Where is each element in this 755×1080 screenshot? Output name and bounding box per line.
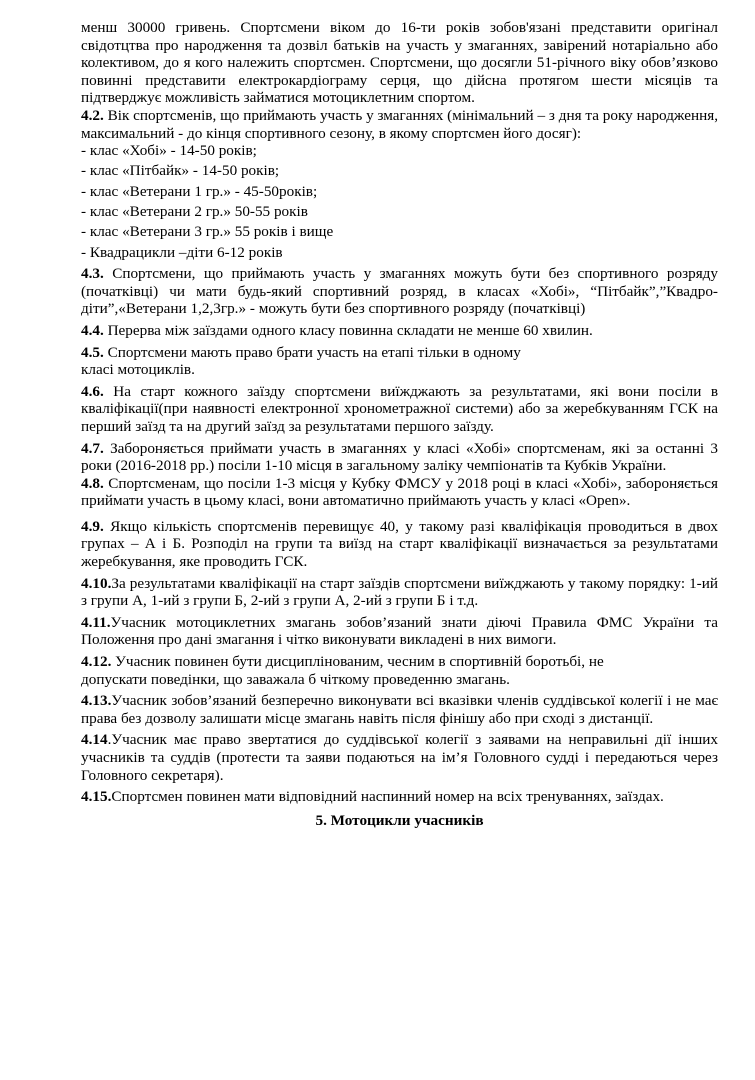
clause-number: 4.9. xyxy=(81,517,104,535)
clause-4-14 xyxy=(81,731,718,784)
clause-4-15 xyxy=(81,788,718,806)
clause-text: класі мотоциклів. xyxy=(81,361,195,379)
clause-4-10 xyxy=(81,575,718,610)
clause-4-5 xyxy=(81,344,718,379)
clause-4-4 xyxy=(81,322,718,340)
clause-text: Спортсмени мають право брати участь на етапі тільки в одному xyxy=(103,343,521,361)
clause-number: 4.5. xyxy=(81,343,104,361)
clause-4-11 xyxy=(81,614,718,649)
clause-text: Спортсменам, що посіли 1-3 місця у Кубку ФМСУ у 2018 році в класі «Хобі», забороняється приймати участь в цьому класі, вони автоматично приймають участь у класі «Open». xyxy=(81,474,718,510)
clause-text: Якщо кількість спортсменів перевищує 40, у такому разі кваліфікація проводиться в двох групах – А і Б. Розподіл на групи та виїзд на старт кваліфікації визначається за результатами жеребкування, яке проводить ГСК. xyxy=(81,517,718,571)
clause-text: На старт кожного заїзду спортсмени виїжджають за результатами, які вони посіли в кваліфікації(при наявності електронної хронометражної системи) або за жеребкуванням ГСК на перший заїзд та на другий заїзд за результатами першого заїзду. xyxy=(81,382,718,435)
clause-text: За результатами кваліфікації на старт заїздів спортсмени виїжджають у такому порядку: 1-ий з групи А, 1-ий з групи Б, 2-ий з групи А, 2-ий з групи Б і т.д. xyxy=(81,574,718,610)
list-item: - клас «Хобі» - 14-50 років; xyxy=(81,142,257,160)
clause-text: Спортсмен повинен мати відповідний наспинний номер на всіх тренуваннях, заїздах. xyxy=(111,788,664,806)
clause-number: 4.14 xyxy=(81,731,108,749)
clause-text: Вік спортсменів, що приймають участь у змаганнях (мінімальний – з дня та року народження, максимальний - до кінця спортивного сезону, в якому спортсмен його досяг): xyxy=(81,106,718,142)
clause-4-8 xyxy=(81,475,718,510)
clause-text: допускати поведінки, що заважала б чіткому проведенню змагань. xyxy=(81,670,510,688)
clause-number: 4.3. xyxy=(81,265,104,283)
intro-paragraph: менш 30000 гривень. Спортсмени віком до 16-ти років зобов'язані представити оригінал свідотцтва про народження та дозвіл батьків на участь у змаганнях, завірений нотаріально або колективом, до я кого належить спортсмен. Спортсмени, що досягли 51-річного віку обов’язково повинні представити електрокардіограму серця, що дійсна протягом шести місяців та підтверджує можливість займатися мотоциклетним спортом. xyxy=(81,19,718,107)
list-item: - клас «Ветерани 1 гр.» - 45-50років; xyxy=(81,182,318,200)
clause-text: .Учасник має право звертатися до суддівської колегії з заявами на неправильні дії інших учасників та суддів (протести та заяви подаються на ім’я Головного судді і передаються через Головного секретаря). xyxy=(81,731,718,784)
clause-text: Учасник повинен бути дисциплінованим, чесним в спортивній боротьбі, не xyxy=(111,653,604,671)
clause-text: Спортсмени, що приймають участь у змаганнях можуть бути без спортивного розряду (початківці) чи мати будь-який спортивний розряд, в класах «Хобі», “Пітбайк”,”Квадро-діти”,«Ветерани 1,2,3гр.» - можуть бути без спортивного розряду (початківці) xyxy=(81,265,718,318)
clause-number: 4.11. xyxy=(81,613,111,631)
clause-number: 4.15. xyxy=(81,788,112,806)
clause-4-3 xyxy=(81,265,718,318)
section-5-heading: 5. Мотоцикли учасників xyxy=(315,811,484,829)
clause-4-6 xyxy=(81,383,718,436)
list-item: - клас «Ветерани 2 гр.» 50-55 років xyxy=(81,203,308,220)
clause-number: 4.7. xyxy=(81,439,104,457)
clause-4-9 xyxy=(81,518,718,571)
clause-4-2 xyxy=(81,107,718,142)
clause-number: 4.6. xyxy=(81,382,104,400)
clause-number: 4.13. xyxy=(81,692,112,710)
clause-text: Учасник мотоциклетних змагань зобов’язаний знати діючі Правила ФМС України та Положення про дані змагання і чітко виконувати викладені в них вимоги. xyxy=(81,613,718,649)
clause-text: Перерва між заїздами одного класу повинна складати не менше 60 хвилин. xyxy=(103,321,593,339)
clause-4-12 xyxy=(81,653,718,688)
clause-number: 4.10. xyxy=(81,574,112,592)
list-item: - Квадрацикли –діти 6-12 років xyxy=(81,243,283,261)
list-item: - клас «Ветерани 3 гр.» 55 років і вище xyxy=(81,223,334,241)
clause-number: 4.12. xyxy=(81,653,112,671)
clause-text: Забороняється приймати участь в змаганнях у класі «Хобі» спортсменам, які за останні 3 роки (2016-2018 рр.) посіли 1-10 місця в загальному заліку чемпіонатів та Кубків України. xyxy=(81,439,718,475)
clause-text: Учасник зобов’язаний безперечно виконувати всі вказівки членів суддівської колегії і не має права без дозволу залишати місце змагань навіть після фінішу або при сході з дистанції. xyxy=(81,692,718,727)
clause-number: 4.2. xyxy=(81,106,104,124)
clause-number: 4.4. xyxy=(81,321,104,339)
age-class-list xyxy=(81,142,718,261)
clause-number: 4.8. xyxy=(81,474,104,492)
list-item: - клас «Пітбайк» - 14-50 років; xyxy=(81,162,280,180)
clause-4-7 xyxy=(81,440,718,475)
clause-4-13 xyxy=(81,692,718,727)
